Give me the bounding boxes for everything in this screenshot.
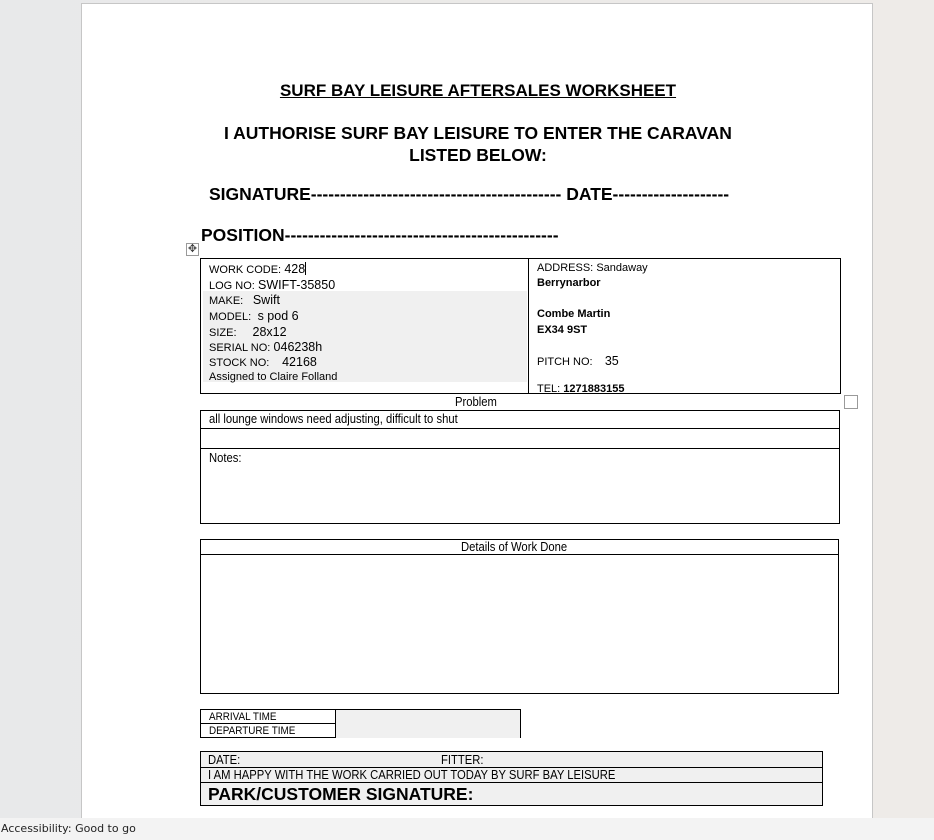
problem-description-cell[interactable] <box>201 411 839 429</box>
size-value: 28x12 <box>252 325 287 339</box>
address-line-3: Combe Martin <box>537 308 611 320</box>
address-row <box>537 262 648 274</box>
pitch-no-label: PITCH NO: <box>537 356 593 368</box>
problem-heading-text: Problem <box>454 395 497 409</box>
problem-description: all lounge windows need adjusting, difficult to shut <box>209 412 458 426</box>
address-line-1: Sandaway <box>596 262 648 274</box>
work-code-value: 428 <box>284 262 306 276</box>
stock-no-row <box>209 355 317 369</box>
authorisation-line-2: LISTED BELOW: <box>409 145 547 165</box>
model-value: s pod 6 <box>257 309 299 323</box>
arrival-time-row <box>201 710 520 724</box>
make-row <box>209 293 280 307</box>
caravan-details-cell[interactable] <box>201 259 529 393</box>
log-no-row <box>209 278 335 292</box>
work-done-table[interactable] <box>200 539 839 694</box>
model-label: MODEL: <box>209 311 252 323</box>
pitch-no-row <box>537 354 619 368</box>
serial-no-label: SERIAL NO: <box>209 342 271 354</box>
serial-no-row <box>209 340 322 354</box>
work-done-heading <box>201 540 838 555</box>
address-line-2: Berrynarbor <box>537 277 601 289</box>
signoff-date-label: DATE: <box>208 753 241 767</box>
arrival-time-label-text: ARRIVAL TIME <box>209 711 277 723</box>
time-table <box>200 709 521 738</box>
notes-label <box>209 451 245 465</box>
position-line: POSITION----------------------------------------------- <box>201 225 559 245</box>
work-code-label: WORK CODE: <box>209 264 282 276</box>
move-arrows-icon[interactable]: ✥ <box>187 243 198 255</box>
problem-heading <box>200 395 756 409</box>
fitter-label: FITTER: <box>441 753 484 767</box>
pitch-no-value: 35 <box>604 354 619 368</box>
status-bar <box>0 818 934 840</box>
notes-label-text: Notes: <box>209 451 242 465</box>
arrival-time-field[interactable] <box>336 710 520 724</box>
size-label: SIZE: <box>209 327 237 339</box>
model-row <box>209 309 299 323</box>
stock-no-value: 42168 <box>282 355 317 369</box>
satisfaction-row <box>201 768 822 783</box>
signature-date-line: SIGNATURE------------------------------------------- DATE-------------------- <box>209 184 730 204</box>
text-cursor <box>305 262 306 275</box>
tel-value: 1271883155 <box>563 383 625 395</box>
make-value: Swift <box>252 293 280 307</box>
signoff-table <box>200 751 823 806</box>
make-label: MAKE: <box>209 295 244 307</box>
work-code-row <box>209 262 306 276</box>
arrival-time-label <box>201 710 336 724</box>
tel-row <box>537 383 624 395</box>
problem-table <box>200 410 840 524</box>
assigned-to: Assigned to Claire Folland <box>209 371 338 383</box>
document-page[interactable] <box>81 3 873 818</box>
departure-time-row <box>201 724 520 738</box>
departure-time-label-text: DEPARTURE TIME <box>209 725 296 737</box>
address-postcode: EX34 9ST <box>537 324 588 336</box>
address-cell[interactable] <box>529 259 840 393</box>
authorisation-statement <box>82 122 874 166</box>
problem-blank-cell[interactable] <box>201 429 839 449</box>
satisfaction-statement: I AM HAPPY WITH THE WORK CARRIED OUT TODAY BY SURF BAY LEISURE <box>208 768 616 782</box>
authorisation-line-1: I AUTHORISE SURF BAY LEISURE TO ENTER THE CARAVAN <box>224 123 732 143</box>
customer-signature-label: PARK/CUSTOMER SIGNATURE: <box>208 784 474 804</box>
worksheet-title: SURF BAY LEISURE AFTERSALES WORKSHEET <box>279 81 677 100</box>
customer-signature-row[interactable] <box>201 783 822 805</box>
address-label: ADDRESS: <box>537 262 594 274</box>
empty-box-icon[interactable] <box>844 395 858 409</box>
departure-time-label <box>201 724 336 738</box>
serial-no-value: 046238h <box>273 340 323 354</box>
log-no-label: LOG NO: <box>209 280 255 292</box>
tel-label: TEL: <box>537 383 561 395</box>
date-fitter-row[interactable] <box>201 752 822 768</box>
caravan-info-table <box>200 258 841 394</box>
log-no-value: SWIFT-35850 <box>258 278 336 292</box>
size-row <box>209 325 287 339</box>
stock-no-label: STOCK NO: <box>209 357 270 369</box>
departure-time-field[interactable] <box>336 724 520 738</box>
work-done-heading-text: Details of Work Done <box>460 540 567 554</box>
accessibility-status[interactable]: Accessibility: Good to go <box>1 822 136 835</box>
